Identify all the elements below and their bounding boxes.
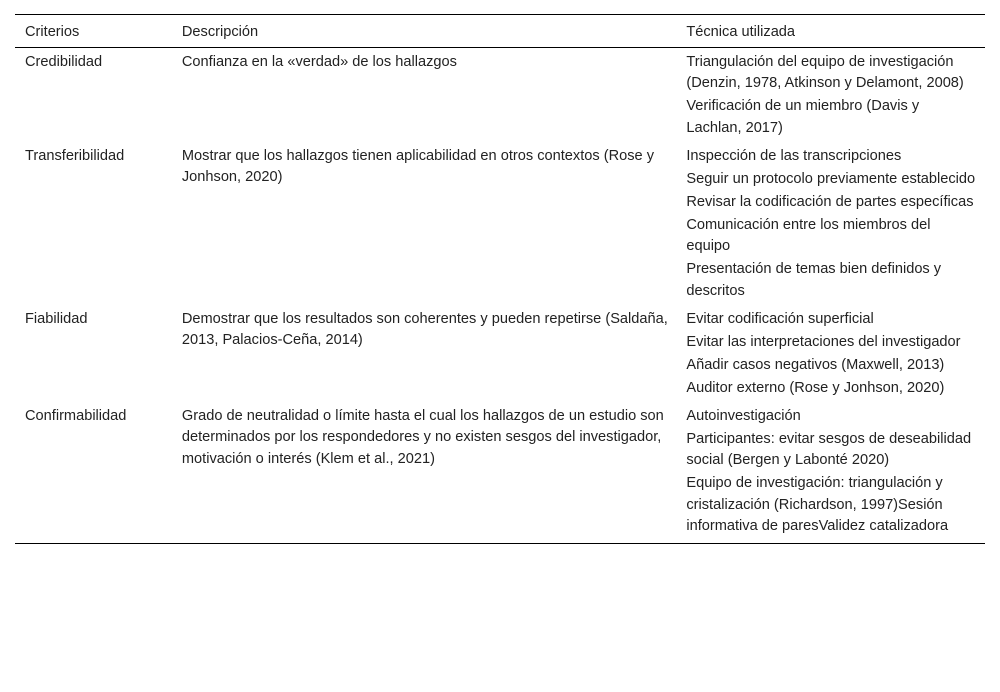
tecnica-item: Comunicación entre los miembros del equipo	[686, 216, 931, 254]
criteria-table	[15, 14, 985, 544]
tecnica-item: Seguir un protocolo previamente establecido	[686, 170, 976, 187]
tecnica-item: Presentación de temas bien definidos y descritos	[686, 261, 942, 299]
table-row-confirmabilidad	[15, 402, 985, 544]
tecnica-item: Autoinvestigación	[686, 407, 801, 424]
header-tecnica: Técnica utilizada	[676, 15, 985, 48]
table-row-credibilidad	[15, 47, 985, 142]
tecnica-item: Añadir casos negativos (Maxwell, 2013)	[686, 356, 945, 373]
tecnica-cell	[676, 142, 985, 305]
descripcion-cell: Confianza en la «verdad» de los hallazgos	[181, 53, 457, 70]
tecnica-cell	[676, 402, 985, 544]
tecnica-item: Evitar las interpretaciones del investigador	[686, 333, 961, 350]
descripcion-cell: Grado de neutralidad o límite hasta el cual los hallazgos de un estudio son determinados por los respondedores y no existen sesgos del investigador, motivación o interés (Klem et al., 2021)	[172, 402, 676, 544]
tecnica-item: Evitar codificación superficial	[686, 310, 874, 327]
tecnica-item: Triangulación del equipo de investigación (Denzin, 1978, Atkinson y Delamont, 2008)	[686, 53, 964, 91]
header-criterios: Criterios	[15, 15, 172, 48]
criterio-cell: Credibilidad	[25, 53, 103, 70]
tecnica-item: Equipo de investigación: triangulación y cristalización (Richardson, 1997)Sesión informativa de paresValidez catalizadora	[686, 475, 949, 534]
tecnica-item: Revisar la codificación de partes específicas	[686, 193, 974, 210]
descripcion-cell: Demostrar que los resultados son coherentes y pueden repetirse (Saldaña, 2013, Palacios-Ceña, 2014)	[181, 310, 668, 348]
tecnica-item: Inspección de las transcripciones	[686, 147, 902, 164]
table-row-fiabilidad	[15, 305, 985, 402]
tecnica-item: Participantes: evitar sesgos de deseabilidad social (Bergen y Labonté 2020)	[686, 430, 972, 468]
tecnica-item: Verificación de un miembro (Davis y Lachlan, 2017)	[686, 98, 920, 136]
criterio-cell: Transferibilidad	[25, 147, 125, 164]
tecnica-cell	[676, 47, 985, 142]
table-row-transferibilidad	[15, 142, 985, 305]
tecnica-item: Auditor externo (Rose y Jonhson, 2020)	[686, 379, 945, 396]
table-header-row	[15, 15, 985, 48]
criterio-cell: Confirmabilidad	[15, 402, 172, 544]
descripcion-cell: Mostrar que los hallazgos tienen aplicabilidad en otros contextos (Rose y Jonhson, 2020)	[181, 147, 654, 185]
criterio-cell: Fiabilidad	[25, 310, 88, 327]
header-descripcion: Descripción	[172, 15, 676, 48]
tecnica-cell	[676, 305, 985, 402]
